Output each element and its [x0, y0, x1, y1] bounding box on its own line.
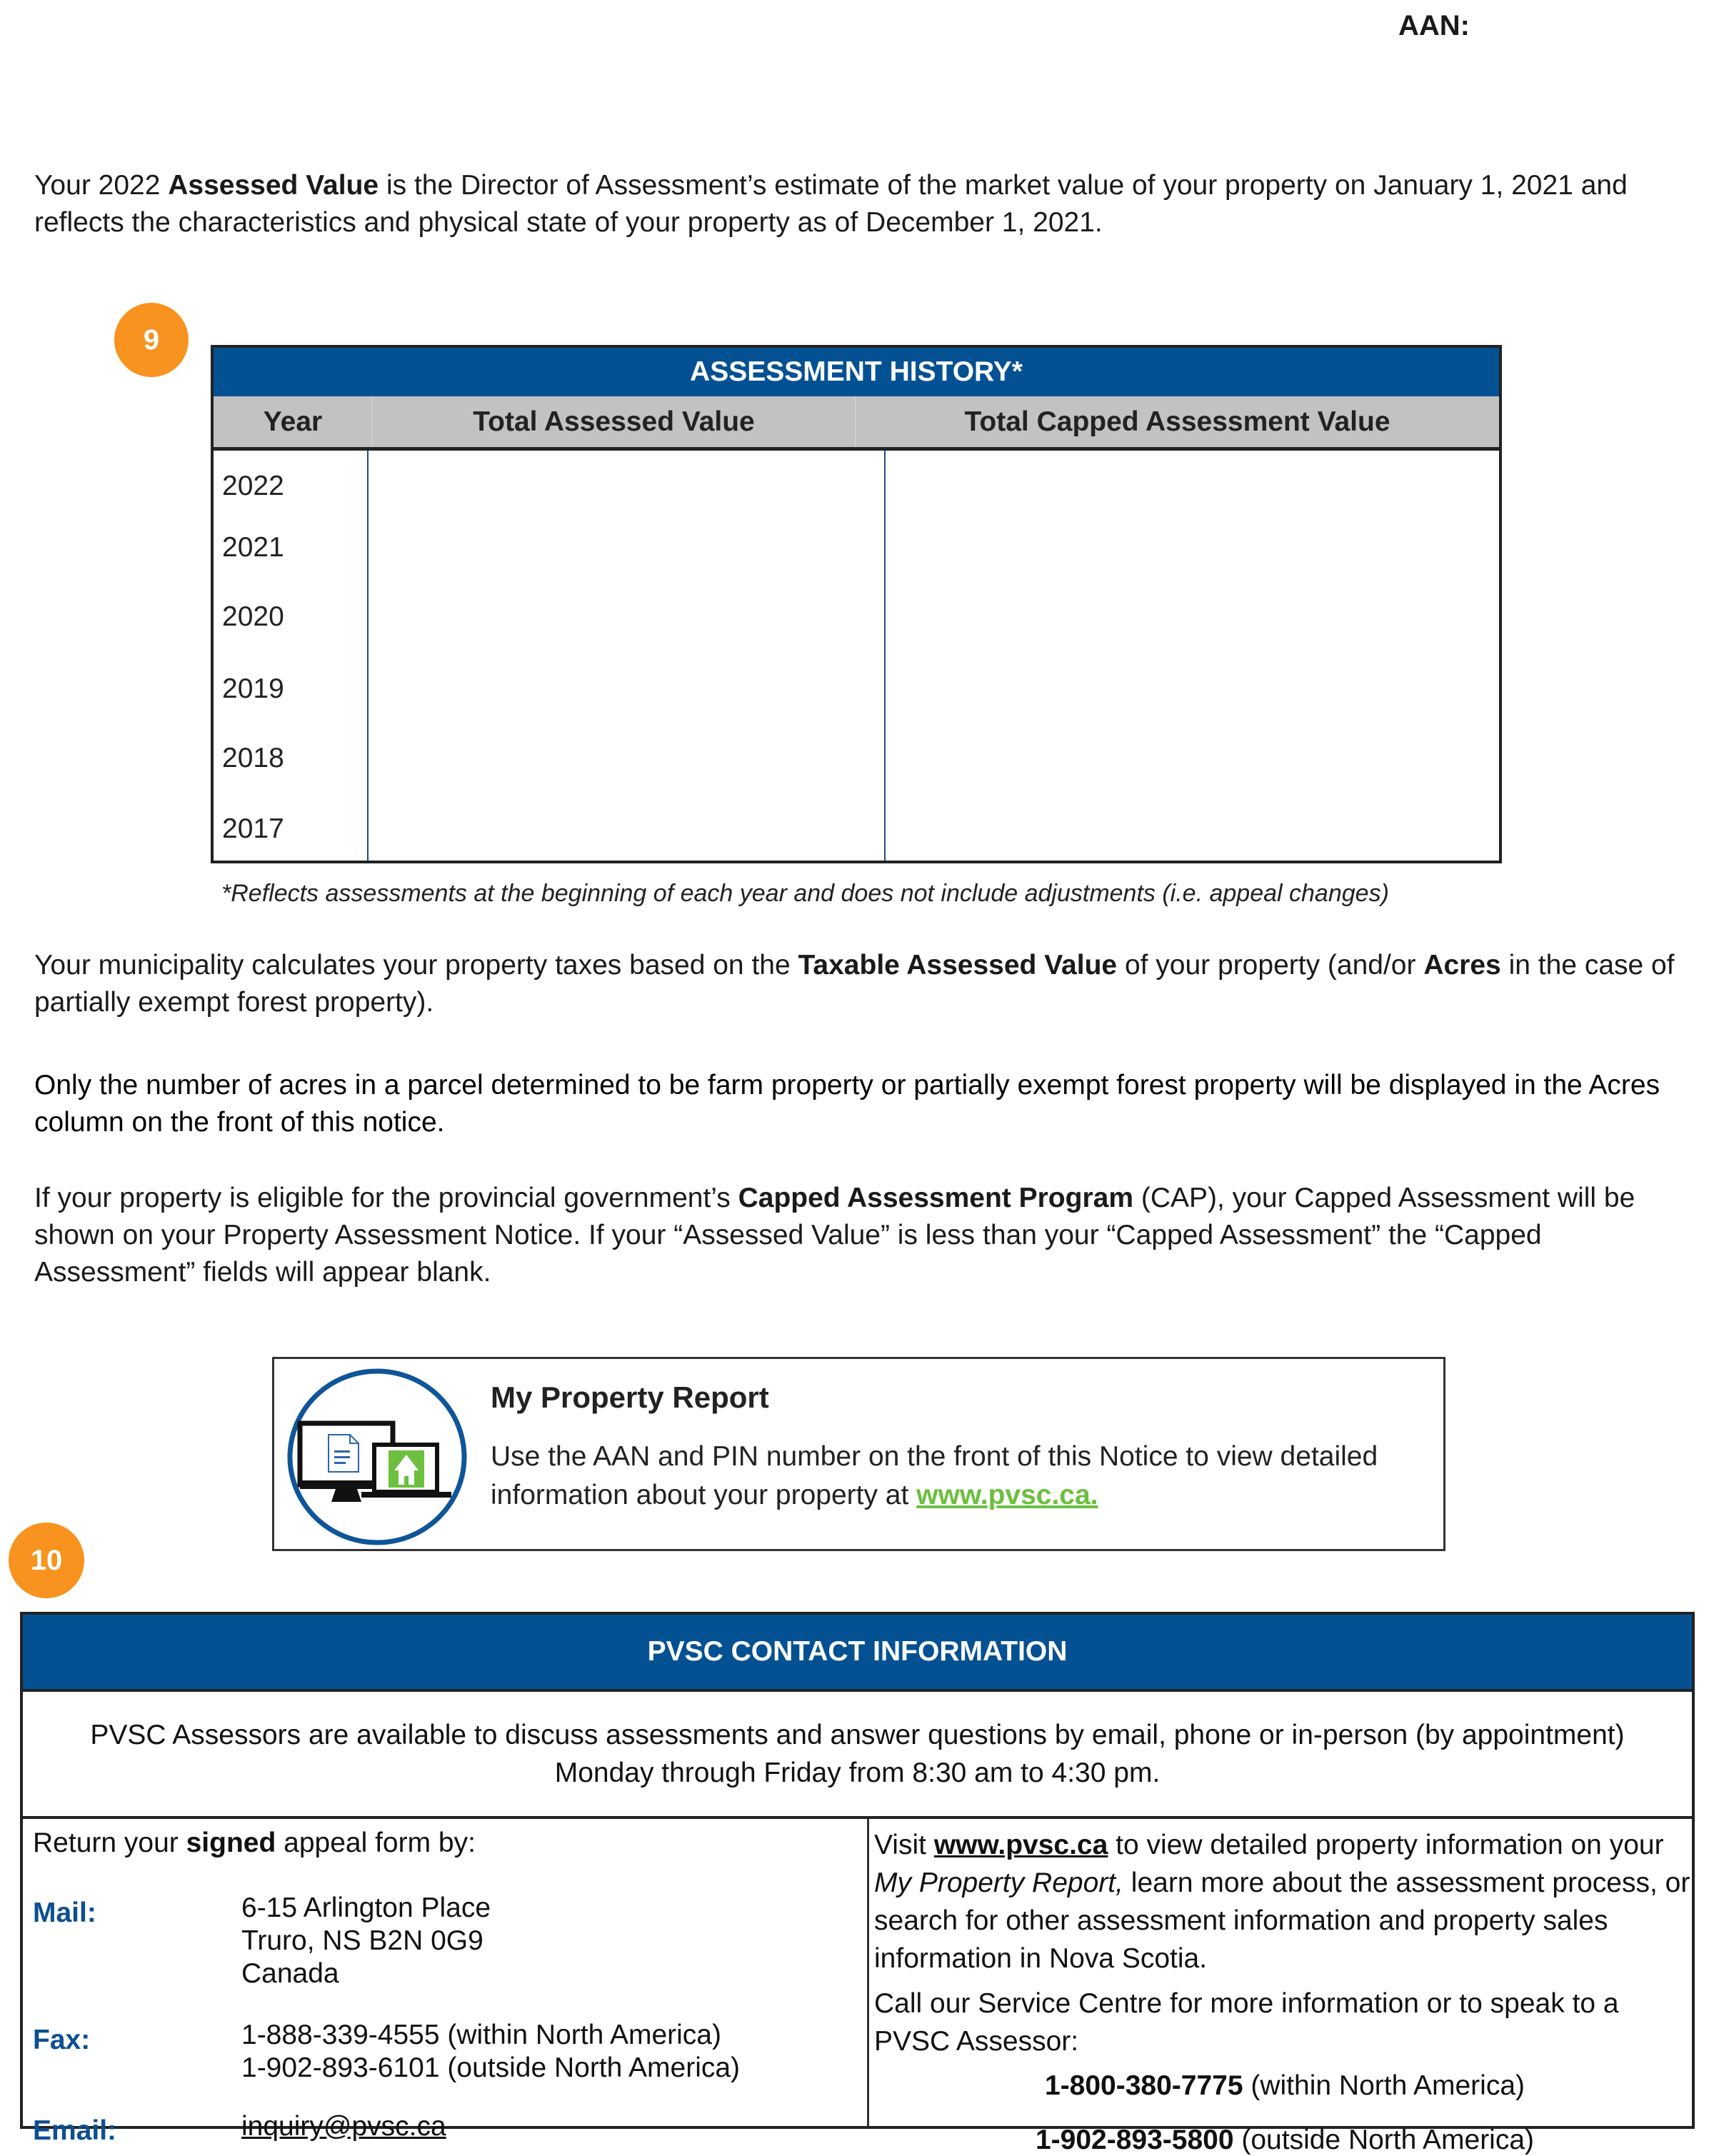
phone-outside-na [874, 2125, 1695, 2156]
column-header-total-capped-value: Total Capped Assessment Value [964, 406, 1390, 437]
email-link[interactable]: inquiry@pvsc.ca [241, 2111, 446, 2142]
intro-text-rest: is the Director of Assessment’s estimate of the market value of your property on January 1, 2021 and reflects the characteristics and physical state of your property as of December 1, 2021. [34, 170, 1628, 238]
column-header-year: Year [214, 396, 373, 447]
address-line: 6-15 Arlington Place [241, 1892, 491, 1923]
pvsc-contact-table [20, 1612, 1695, 2155]
visit-text: learn more about the assessment process, or search for other assessment information and property sales information in Nova Scotia. [874, 1867, 1690, 1974]
contact-availability [23, 1692, 1692, 1819]
taxable-value-paragraph [34, 947, 1691, 1021]
online-phone-info [874, 1819, 1690, 2155]
table-row-year: 2022 [222, 471, 284, 501]
paragraph-bold: Acres [1423, 950, 1501, 981]
mail-address [241, 1892, 491, 1990]
intro-bold: Assessed Value [168, 170, 379, 201]
pvsc-website-link[interactable]: www.pvsc.ca. [916, 1480, 1098, 1510]
paragraph-text: Your municipality calculates your property taxes based on the [34, 950, 798, 981]
table-row-year: 2021 [222, 532, 284, 563]
availability-hours: Monday through Friday from 8:30 am to 4:30 pm. [554, 1758, 1161, 1788]
paragraph-text: (CAP), your Capped Assessment will be shown on your Property Assessment Notice. If your “Assessed Value” is less than your “Capped Assessment” the “Capped Assessment” fields will appear blank. [34, 1183, 1635, 1288]
paragraph-text: of your property (and/or [1117, 950, 1424, 981]
appeal-return-methods [23, 1819, 867, 2146]
intro-bold: signed [186, 1827, 276, 1858]
cap-paragraph [34, 1180, 1691, 1291]
visit-text: Visit [874, 1830, 934, 1860]
contact-title: PVSC CONTACT INFORMATION [23, 1615, 1692, 1692]
phone-within-na [874, 2070, 1695, 2102]
section-badge-10: 10 [9, 1523, 84, 1598]
table-row-year: 2019 [222, 673, 284, 704]
phone-number[interactable]: 1-800-380-7775 [1045, 2070, 1243, 2101]
report-description: Use the AAN and PIN number on the front of this Notice to view detailed information about your property at [491, 1441, 1378, 1510]
visit-website-text [874, 1826, 1695, 1977]
my-property-report-box [272, 1357, 1445, 1551]
intro-text: appeal form by: [276, 1827, 476, 1858]
column-header-total-assessed-value: Total Assessed Value [373, 396, 856, 447]
visit-italic: My Property Report, [874, 1867, 1123, 1898]
column-divider [867, 1819, 869, 2126]
table-row-year: 2017 [222, 813, 284, 844]
call-service-centre-text: Call our Service Centre for more information or to speak to a PVSC Assessor: [874, 1988, 1619, 2057]
intro-text: Your 2022 [34, 170, 169, 201]
assessment-history-table [211, 345, 1502, 863]
paragraph-text: If your property is eligible for the provincial government’s [34, 1183, 738, 1213]
devices-property-report-icon [284, 1366, 470, 1548]
email-value [241, 2110, 446, 2143]
paragraph-bold: Capped Assessment Program [738, 1183, 1134, 1213]
assessment-history-title: ASSESSMENT HISTORY* [211, 345, 1502, 396]
paragraph-bold: Taxable Assessed Value [798, 950, 1118, 981]
fax-line: 1-902-893-6101 (outside North America) [241, 2052, 741, 2083]
fax-line: 1-888-339-4555 (within North America) [241, 2020, 721, 2050]
phone-note: (within North America) [1243, 2070, 1525, 2101]
visit-text: to view detailed property information on your [1108, 1830, 1664, 1860]
phone-number[interactable]: 1-902-893-5800 [1035, 2125, 1234, 2155]
address-line: Truro, NS B2N 0G9 [241, 1925, 483, 1956]
availability-line: PVSC Assessors are available to discuss assessments and answer questions by email, phone or in-person (by appointment) [90, 1720, 1625, 1750]
table-row-year: 2018 [222, 743, 284, 773]
aan-label: AAN: [1398, 10, 1470, 41]
address-line: Canada [241, 1958, 339, 1989]
fax-label: Fax: [33, 2025, 91, 2055]
assessment-history-footnote: *Reflects assessments at the beginning of each year and does not include adjustments (i.e. appeal changes) [221, 880, 1389, 907]
intro-text: Return your [33, 1827, 186, 1858]
column-divider [884, 451, 886, 861]
acres-paragraph: Only the number of acres in a parcel determined to be farm property or partially exempt forest property will be displayed in the Acres column on the front of this notice. [34, 1070, 1660, 1138]
my-property-report-text [491, 1438, 1419, 1515]
assessed-value-intro [34, 167, 1691, 241]
my-property-report-title: My Property Report [491, 1380, 769, 1414]
phone-note: (outside North America) [1233, 2125, 1535, 2155]
return-intro [33, 1827, 476, 1859]
pvsc-website-link[interactable]: www.pvsc.ca [933, 1830, 1108, 1860]
email-label: Email: [33, 2115, 117, 2146]
column-divider [367, 451, 369, 861]
section-badge-9: 9 [114, 303, 189, 377]
mail-label: Mail: [33, 1897, 96, 1928]
table-row-year: 2020 [222, 601, 284, 632]
assessment-history-header-row [211, 396, 1502, 451]
assessment-history-body [211, 451, 1502, 863]
fax-numbers [241, 2019, 740, 2085]
paragraph-text: in the case of partially exempt forest property). [34, 950, 1675, 1018]
